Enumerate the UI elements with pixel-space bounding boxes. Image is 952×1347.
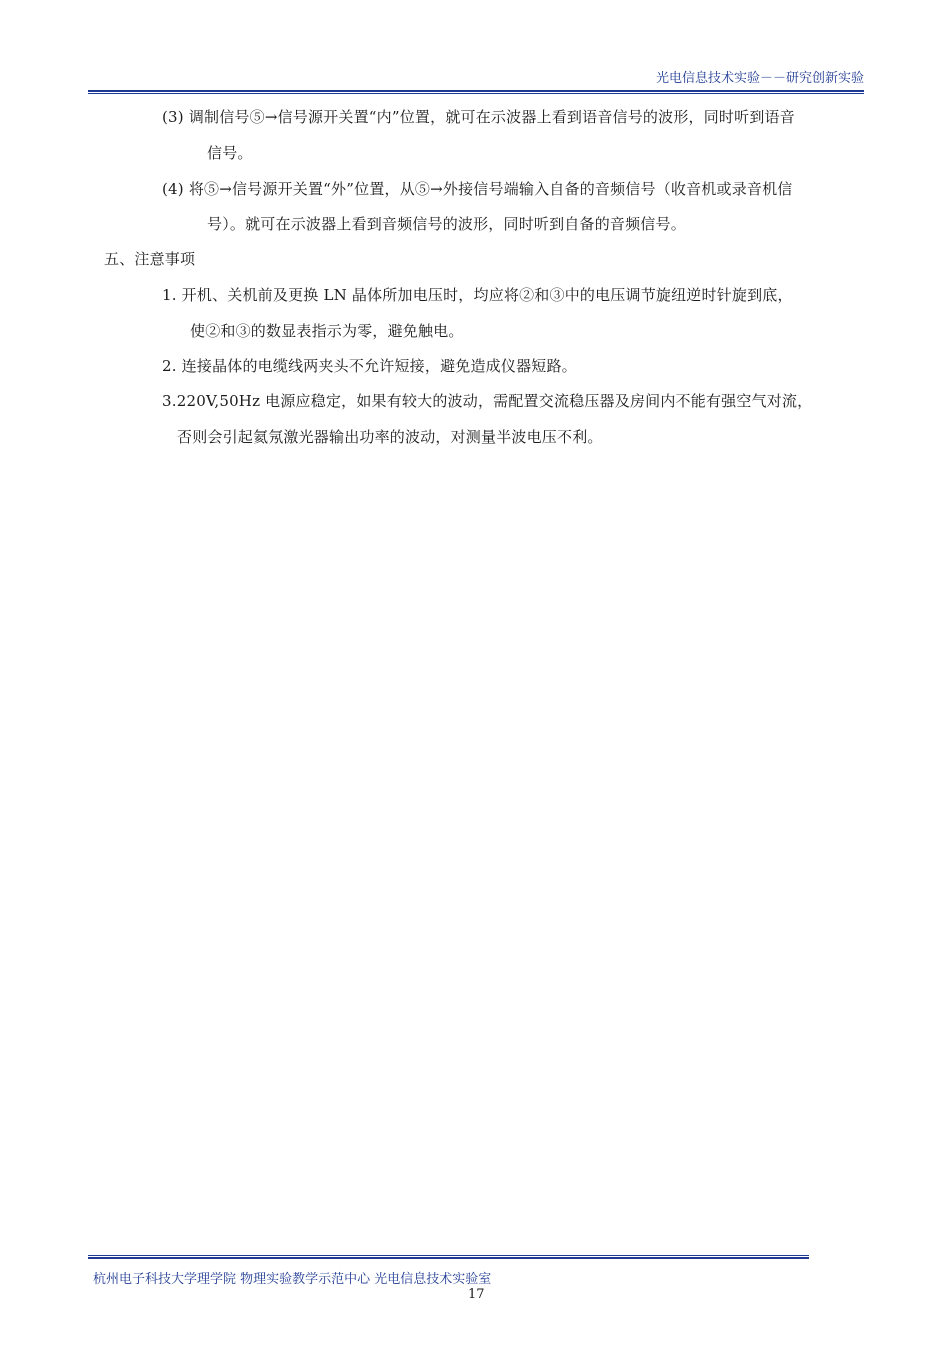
note-1-line-2: 使②和③的数显表指示为零，避免触电。 (190, 322, 464, 340)
item-4-line-1: (4) 将⑤→信号源开关置“外”位置，从⑤→外接信号端输入自备的音频信号（收音机或录音机信 (162, 180, 793, 198)
footer-institution: 杭州电子科技大学理学院 物理实验教学示范中心 光电信息技术实验室 (93, 1272, 492, 1287)
note-3-line-2: 否则会引起氦氖激光器输出功率的波动，对测量半波电压不利。 (177, 428, 603, 446)
note-1-line-1: 1. 开机、关机前及更换 LN 晶体所加电压时，均应将②和③中的电压调节旋纽逆时针旋到底， (162, 286, 793, 304)
item-3-line-1: (3) 调制信号⑤→信号源开关置“内”位置，就可在示波器上看到语音信号的波形，同时听到语音 (162, 108, 795, 126)
page-number: 17 (468, 1287, 485, 1302)
item-3-line-2: 信号。 (207, 144, 253, 162)
running-header: 光电信息技术实验－－研究创新实验 (655, 71, 864, 86)
note-2-line-1: 2. 连接晶体的电缆线两夹头不允许短接，避免造成仪器短路。 (162, 357, 577, 375)
footer-divider (88, 1255, 809, 1259)
header-divider (88, 90, 864, 94)
item-4-line-2: 号）。就可在示波器上看到音频信号的波形，同时听到自备的音频信号。 (207, 215, 686, 233)
section-heading: 五、注意事项 (104, 250, 196, 268)
note-3-line-1: 3.220V,50Hz 电源应稳定，如果有较大的波动，需配置交流稳压器及房间内不能有强空气对流， (162, 392, 813, 410)
